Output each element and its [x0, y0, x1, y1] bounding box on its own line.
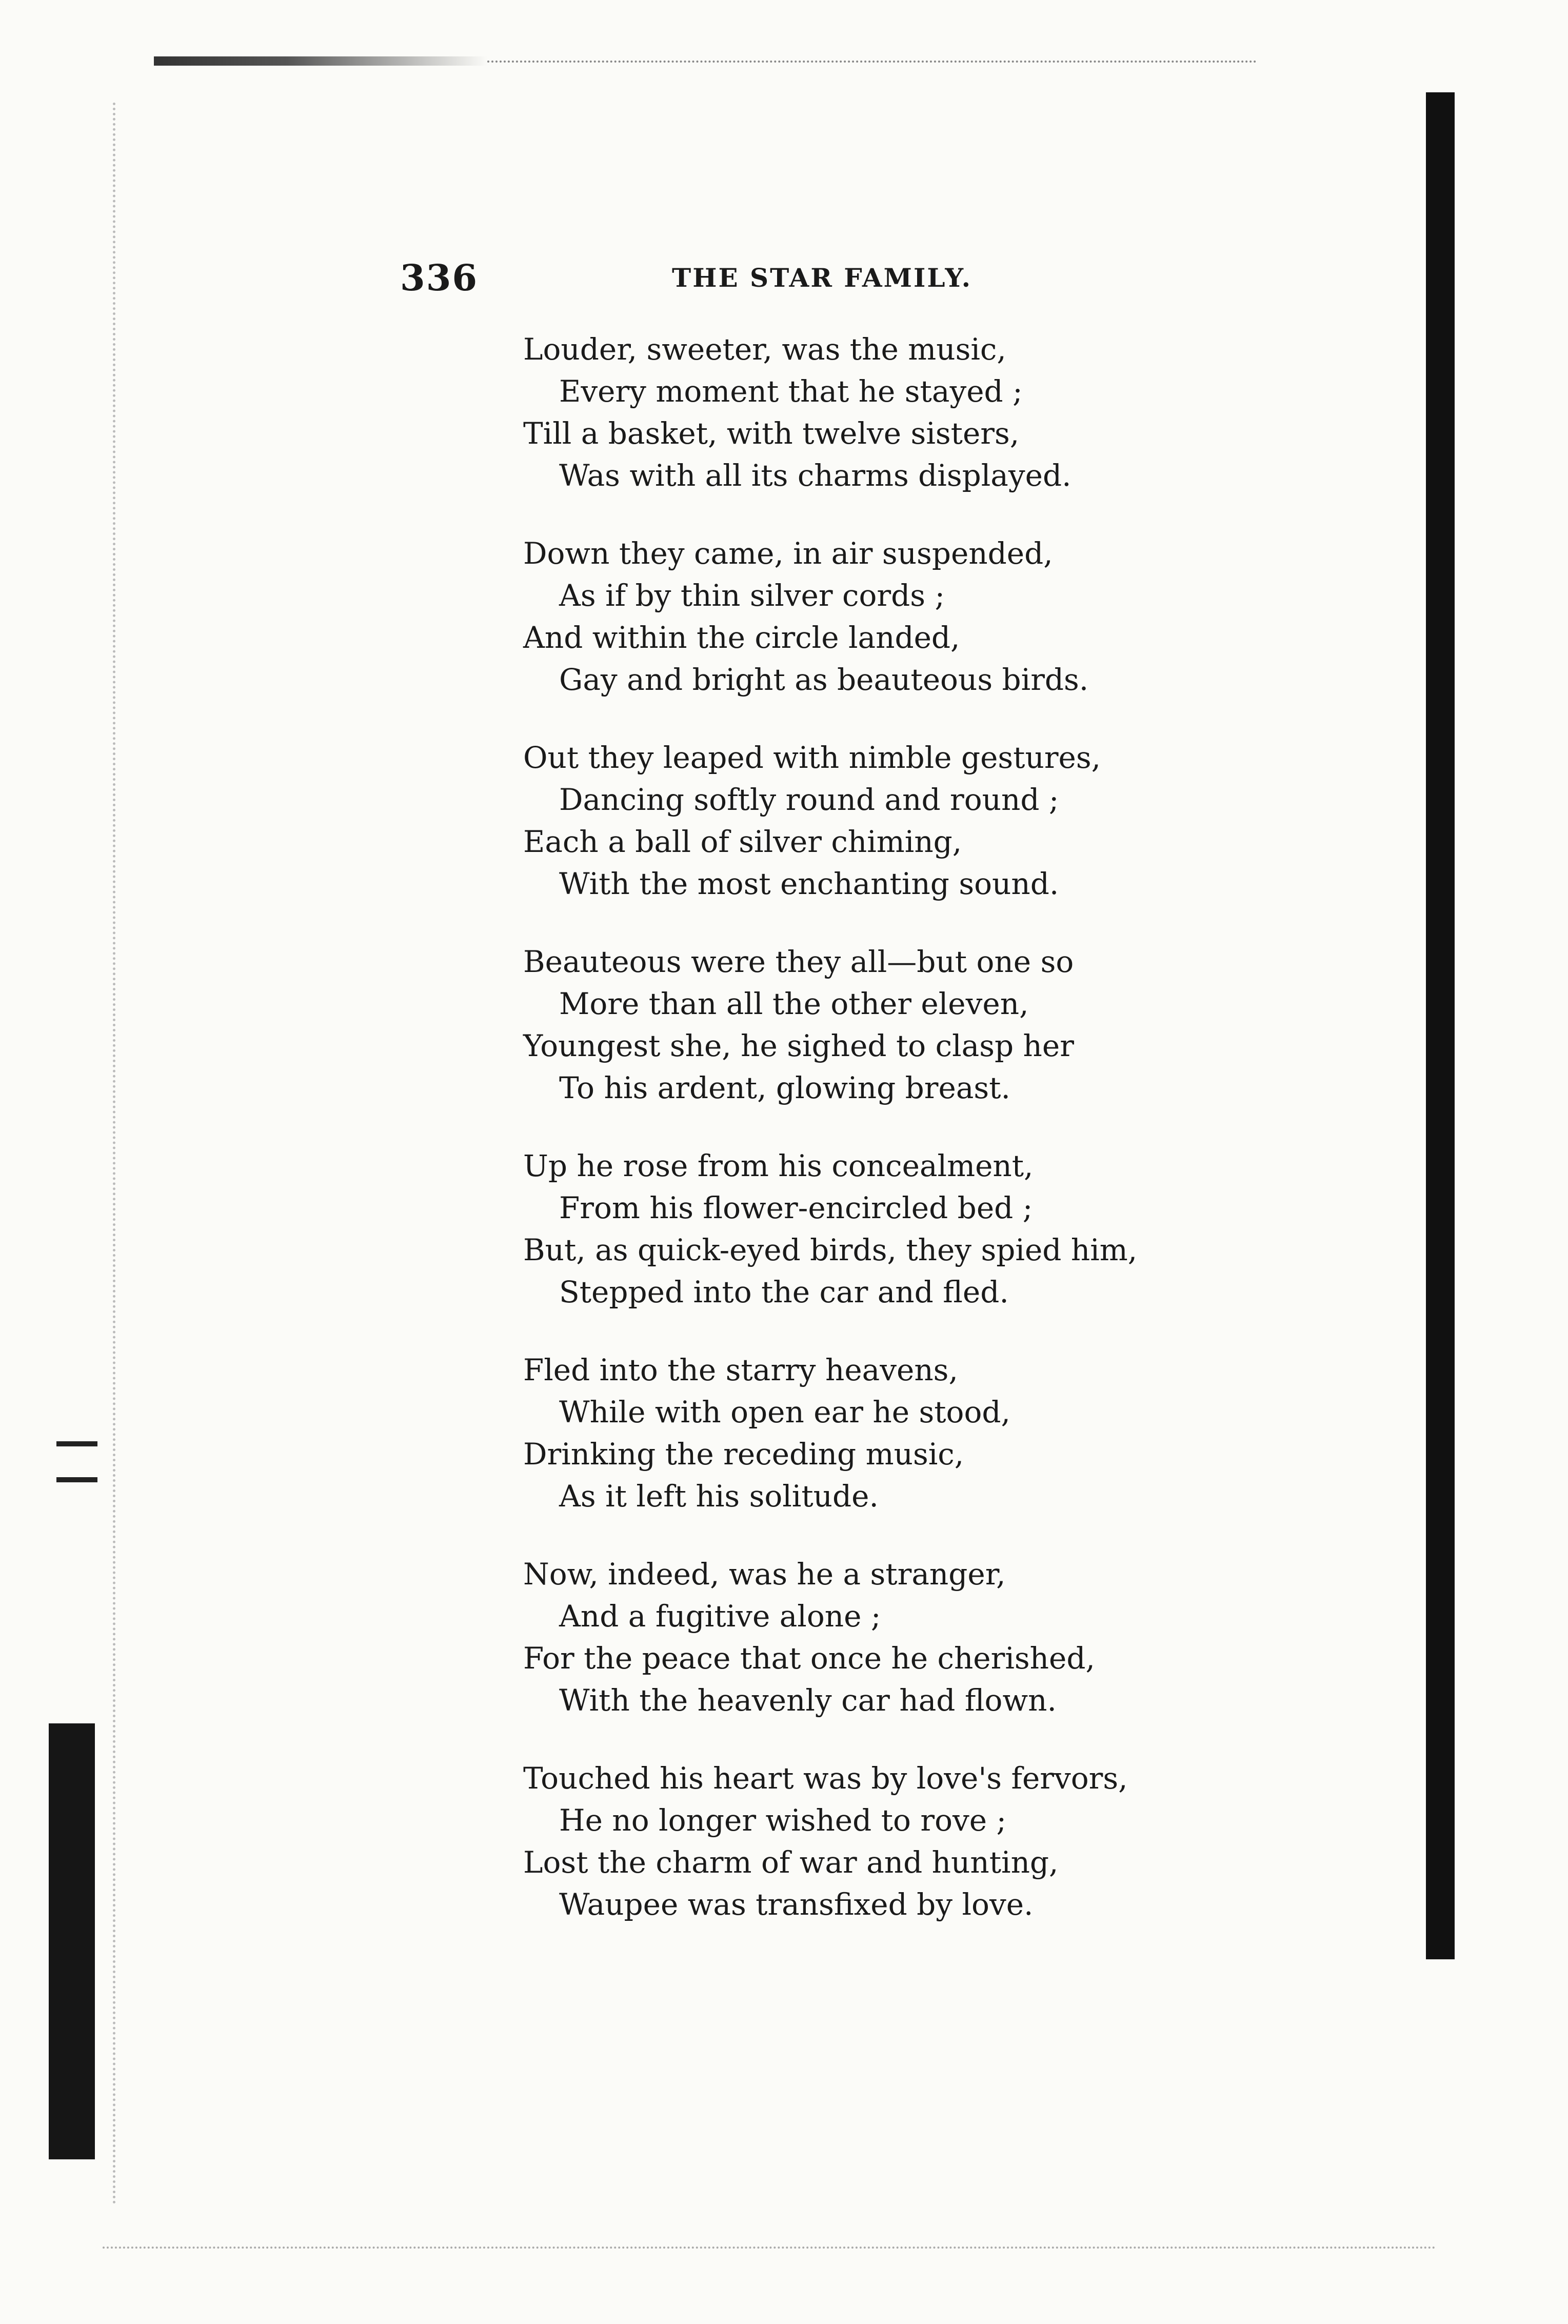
poem-line: Touched his heart was by love's fervors,: [523, 1761, 1128, 1796]
poem-line: Youngest she, he sighed to clasp her: [523, 1028, 1074, 1063]
scan-edge-top: [154, 56, 487, 66]
poem-line: Every moment that he stayed ;: [559, 374, 1023, 409]
poem-line: With the most enchanting sound.: [559, 866, 1059, 901]
scan-edge-right-bar: [1426, 92, 1455, 1959]
poem-line: Out they leaped with nimble gestures,: [523, 740, 1101, 775]
stanza: [523, 328, 1216, 496]
poem: [523, 328, 1216, 1961]
poem-line: Beauteous were they all—but one so: [523, 944, 1074, 979]
poem-line: But, as quick-eyed birds, they spied him,: [523, 1233, 1138, 1267]
poem-line: Down they came, in air suspended,: [523, 536, 1053, 571]
poem-line: And within the circle landed,: [523, 620, 960, 655]
stanza: [523, 1757, 1216, 1925]
stanza: [523, 737, 1216, 905]
scan-edge-left-bar: [49, 1723, 95, 2159]
poem-line: Gay and bright as beauteous birds.: [559, 662, 1089, 697]
poem-line: From his flower-encircled bed ;: [559, 1190, 1033, 1225]
stanza: [523, 1145, 1216, 1313]
poem-line: To his ardent, glowing breast.: [559, 1070, 1010, 1105]
poem-line: Waupee was transfixed by love.: [559, 1887, 1034, 1922]
page-number: 336: [400, 256, 479, 299]
scan-edge-left-marks: [56, 1441, 97, 1482]
page-header: [400, 256, 1067, 303]
scan-edge-bottom-specks: [103, 2247, 1436, 2252]
poem-line: For the peace that once he cherished,: [523, 1641, 1095, 1676]
poem-line: Stepped into the car and fled.: [559, 1275, 1009, 1309]
poem-line: Fled into the starry heavens,: [523, 1353, 958, 1387]
poem-line: Now, indeed, was he a stranger,: [523, 1557, 1006, 1592]
stanza: [523, 941, 1216, 1109]
poem-line: And a fugitive alone ;: [559, 1599, 881, 1634]
scan-edge-left-specks: [113, 103, 118, 2206]
poem-line: As if by thin silver cords ;: [559, 578, 945, 613]
poem-line: Up he rose from his concealment,: [523, 1148, 1034, 1183]
poem-line: While with open ear he stood,: [559, 1395, 1010, 1429]
stanza: [523, 1553, 1216, 1721]
poem-line: Drinking the receding music,: [523, 1437, 964, 1472]
scan-edge-top-specks: [487, 61, 1257, 66]
poem-line: Was with all its charms displayed.: [559, 458, 1071, 493]
poem-line: With the heavenly car had flown.: [559, 1683, 1057, 1718]
running-head: THE STAR FAMILY.: [672, 263, 972, 293]
stanza: [523, 532, 1216, 701]
poem-line: Lost the charm of war and hunting,: [523, 1845, 1059, 1880]
poem-line: Each a ball of silver chiming,: [523, 824, 962, 859]
poem-line: Dancing softly round and round ;: [559, 782, 1059, 817]
poem-line: More than all the other eleven,: [559, 986, 1029, 1021]
poem-line: He no longer wished to rove ;: [559, 1803, 1007, 1838]
poem-line: Till a basket, with twelve sisters,: [523, 416, 1020, 451]
poem-line: Louder, sweeter, was the music,: [523, 332, 1006, 367]
poem-line: As it left his solitude.: [559, 1479, 879, 1514]
stanza: [523, 1349, 1216, 1517]
